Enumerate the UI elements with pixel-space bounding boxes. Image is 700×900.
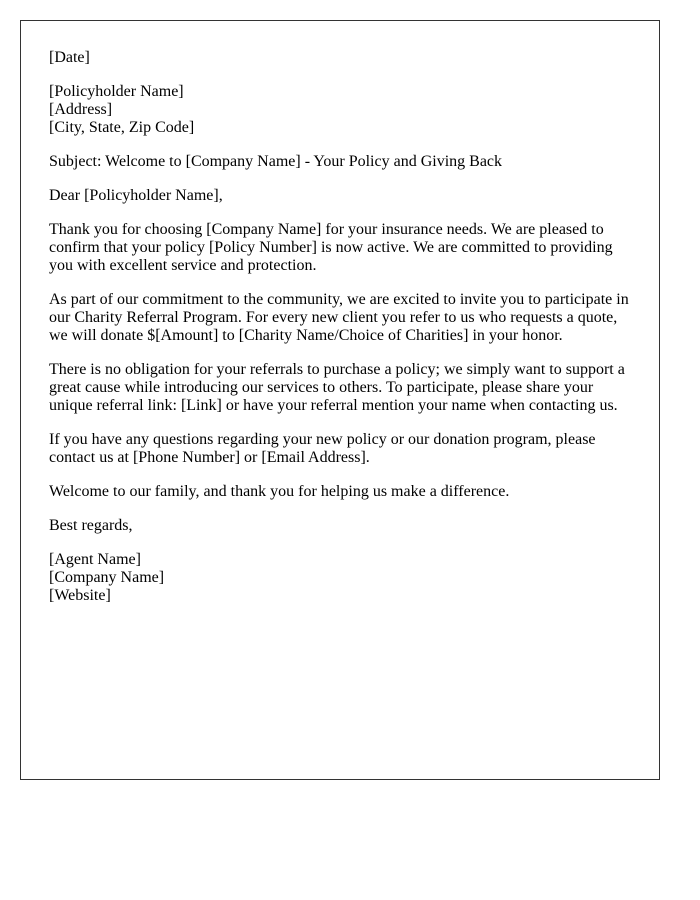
paragraph-line: If you have any questions regarding your new policy or our donation program, please xyxy=(49,431,596,448)
letter-document xyxy=(20,20,660,780)
body-paragraph-charity xyxy=(49,291,659,345)
recipient-address xyxy=(49,83,659,137)
salutation xyxy=(49,187,659,205)
paragraph-line: Welcome to our family, and thank you for helping us make a difference. xyxy=(49,483,510,500)
letter-date xyxy=(49,49,659,67)
salutation-text: Dear [Policyholder Name], xyxy=(49,187,223,204)
paragraph-line: great cause while introducing our services to others. To participate, please share your xyxy=(49,379,594,396)
body-paragraph-welcome xyxy=(49,221,659,275)
body-paragraph-referral xyxy=(49,361,659,415)
paragraph-line: confirm that your policy [Policy Number] is now active. We are committed to providing xyxy=(49,239,613,256)
paragraph-line: Thank you for choosing [Company Name] for your insurance needs. We are pleased to xyxy=(49,221,604,238)
paragraph-line: our Charity Referral Program. For every new client you refer to us who requests a quote, xyxy=(49,309,618,326)
body-paragraph-contact xyxy=(49,431,659,467)
subject-text: Subject: Welcome to [Company Name] - Your Policy and Giving Back xyxy=(49,153,503,170)
paragraph-line: unique referral link: [Link] or have your referral mention your name when contacting us. xyxy=(49,397,618,414)
paragraph-line: There is no obligation for your referrals to purchase a policy; we simply want to support a xyxy=(49,361,625,378)
body-paragraph-thanks xyxy=(49,483,659,501)
paragraph-line: we will donate $[Amount] to [Charity Name/Choice of Charities] in your honor. xyxy=(49,327,563,344)
company-name: [Company Name] xyxy=(49,569,165,586)
date-text: [Date] xyxy=(49,49,90,66)
recipient-street: [Address] xyxy=(49,101,113,118)
closing-text: Best regards, xyxy=(49,517,133,534)
subject-line xyxy=(49,153,659,171)
recipient-name: [Policyholder Name] xyxy=(49,83,184,100)
paragraph-line: contact us at [Phone Number] or [Email Address]. xyxy=(49,449,370,466)
closing xyxy=(49,517,659,535)
recipient-city: [City, State, Zip Code] xyxy=(49,119,195,136)
paragraph-line: you with excellent service and protection. xyxy=(49,257,317,274)
agent-name: [Agent Name] xyxy=(49,551,141,568)
website: [Website] xyxy=(49,587,111,604)
paragraph-line: As part of our commitment to the community, we are excited to invite you to participate in xyxy=(49,291,629,308)
signature-block xyxy=(49,551,659,605)
